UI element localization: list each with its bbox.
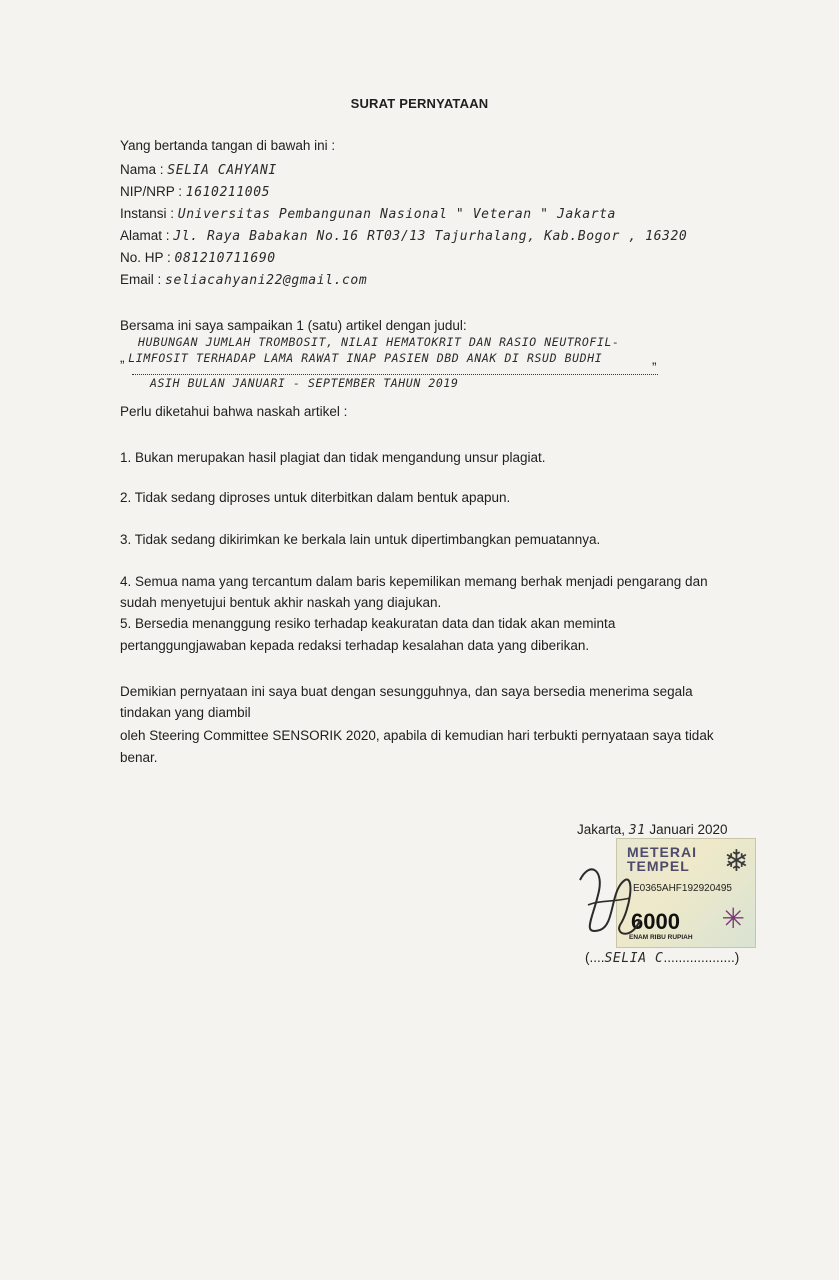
dotted-divider <box>132 370 658 375</box>
article-title-line-2: LIMFOSIT TERHADAP LAMA RAWAT INAP PASIEN DBD ANAK DI RSUD BUDHI <box>128 351 603 365</box>
instansi-value: Universitas Pembangunan Nasional " Veteran " Jakarta <box>177 207 616 222</box>
nip-label: NIP/NRP : <box>120 184 183 199</box>
nama-value: SELIA CAHYANI <box>167 163 277 178</box>
closing-line-2: tindakan yang diambil <box>120 705 251 720</box>
email-value: seliacahyani22@gmail.com <box>165 273 368 288</box>
signer-close: ...................) <box>663 950 740 965</box>
point-4-cont: sudah menyetujui bentuk akhir naskah yang diajukan. <box>120 595 442 610</box>
signer-open: (.... <box>585 950 605 965</box>
article-intro: Bersama ini saya sampaikan 1 (satu) artikel dengan judul: <box>120 318 467 333</box>
hp-label: No. HP : <box>120 250 171 265</box>
article-title-line-3: ASIH BULAN JANUARI - SEPTEMBER TAHUN 2019 <box>150 376 459 390</box>
point-4: 4. Semua nama yang tercantum dalam baris kepemilikan memang berhak menjadi pengarang dan <box>120 574 708 589</box>
handwritten-signature <box>570 850 650 950</box>
article-title-line-1: HUBUNGAN JUMLAH TROMBOSIT, NILAI HEMATOKRIT DAN RASIO NEUTROFIL- <box>138 335 620 349</box>
nip-value: 1610211005 <box>185 185 271 200</box>
closing-line-1: Demikian pernyataan ini saya buat dengan sesungguhnya, dan saya bersedia menerima segala <box>120 684 693 699</box>
open-quote: „ <box>120 350 125 365</box>
close-quote: ” <box>652 360 657 375</box>
email-row <box>120 272 367 288</box>
stamp-line-2: TEMPEL <box>627 858 690 874</box>
hp-row <box>120 250 276 266</box>
instansi-row <box>120 206 616 222</box>
stamp-line-1: METERAI <box>627 844 697 860</box>
closing-line-3: oleh Steering Committee SENSORIK 2020, apabila di kemudian hari terbukti pernyataan saya tidak <box>120 728 714 743</box>
date-day: 31 <box>628 823 646 838</box>
star-ornament-icon: ✳ <box>721 903 745 934</box>
garuda-emblem-icon: ❄ <box>723 845 749 878</box>
closing-line-4: benar. <box>120 750 158 765</box>
signer-name: SELIA C <box>604 951 664 966</box>
document-title: SURAT PERNYATAAN <box>350 96 489 111</box>
city: Jakarta, <box>577 822 626 837</box>
place-date <box>577 822 727 838</box>
notice-text: Perlu diketahui bahwa naskah artikel : <box>120 404 348 419</box>
point-1: 1. Bukan merupakan hasil plagiat dan tidak mengandung unsur plagiat. <box>120 450 546 465</box>
alamat-label: Alamat : <box>120 228 170 243</box>
alamat-row <box>120 228 687 244</box>
point-2: 2. Tidak sedang diproses untuk diterbitkan dalam bentuk apapun. <box>120 490 511 505</box>
alamat-value: Jl. Raya Babakan No.16 RT03/13 Tajurhalang, Kab.Bogor , 16320 <box>173 229 688 244</box>
stamp-value: 6000 <box>631 909 680 934</box>
nip-row <box>120 184 270 200</box>
article-title-row-2 <box>120 350 602 365</box>
point-3: 3. Tidak sedang dikirimkan ke berkala lain untuk dipertimbangkan pemuatannya. <box>120 532 601 547</box>
stamp-text: ENAM RIBU RUPIAH <box>629 934 693 941</box>
nama-row <box>120 162 277 178</box>
point-5: 5. Bersedia menanggung resiko terhadap keakuratan data dan tidak akan meminta <box>120 616 616 631</box>
signer-name-row <box>585 950 739 966</box>
hp-value: 081210711690 <box>174 251 276 266</box>
email-label: Email : <box>120 272 162 287</box>
month-year: Januari 2020 <box>649 822 728 837</box>
instansi-label: Instansi : <box>120 206 175 221</box>
nama-label: Nama : <box>120 162 164 177</box>
point-5-cont: pertanggungjawaban kepada redaksi terhadap kesalahan data yang diberikan. <box>120 638 590 653</box>
stamp-code: E0365AHF192920495 <box>633 883 732 894</box>
intro-text: Yang bertanda tangan di bawah ini : <box>120 138 336 153</box>
